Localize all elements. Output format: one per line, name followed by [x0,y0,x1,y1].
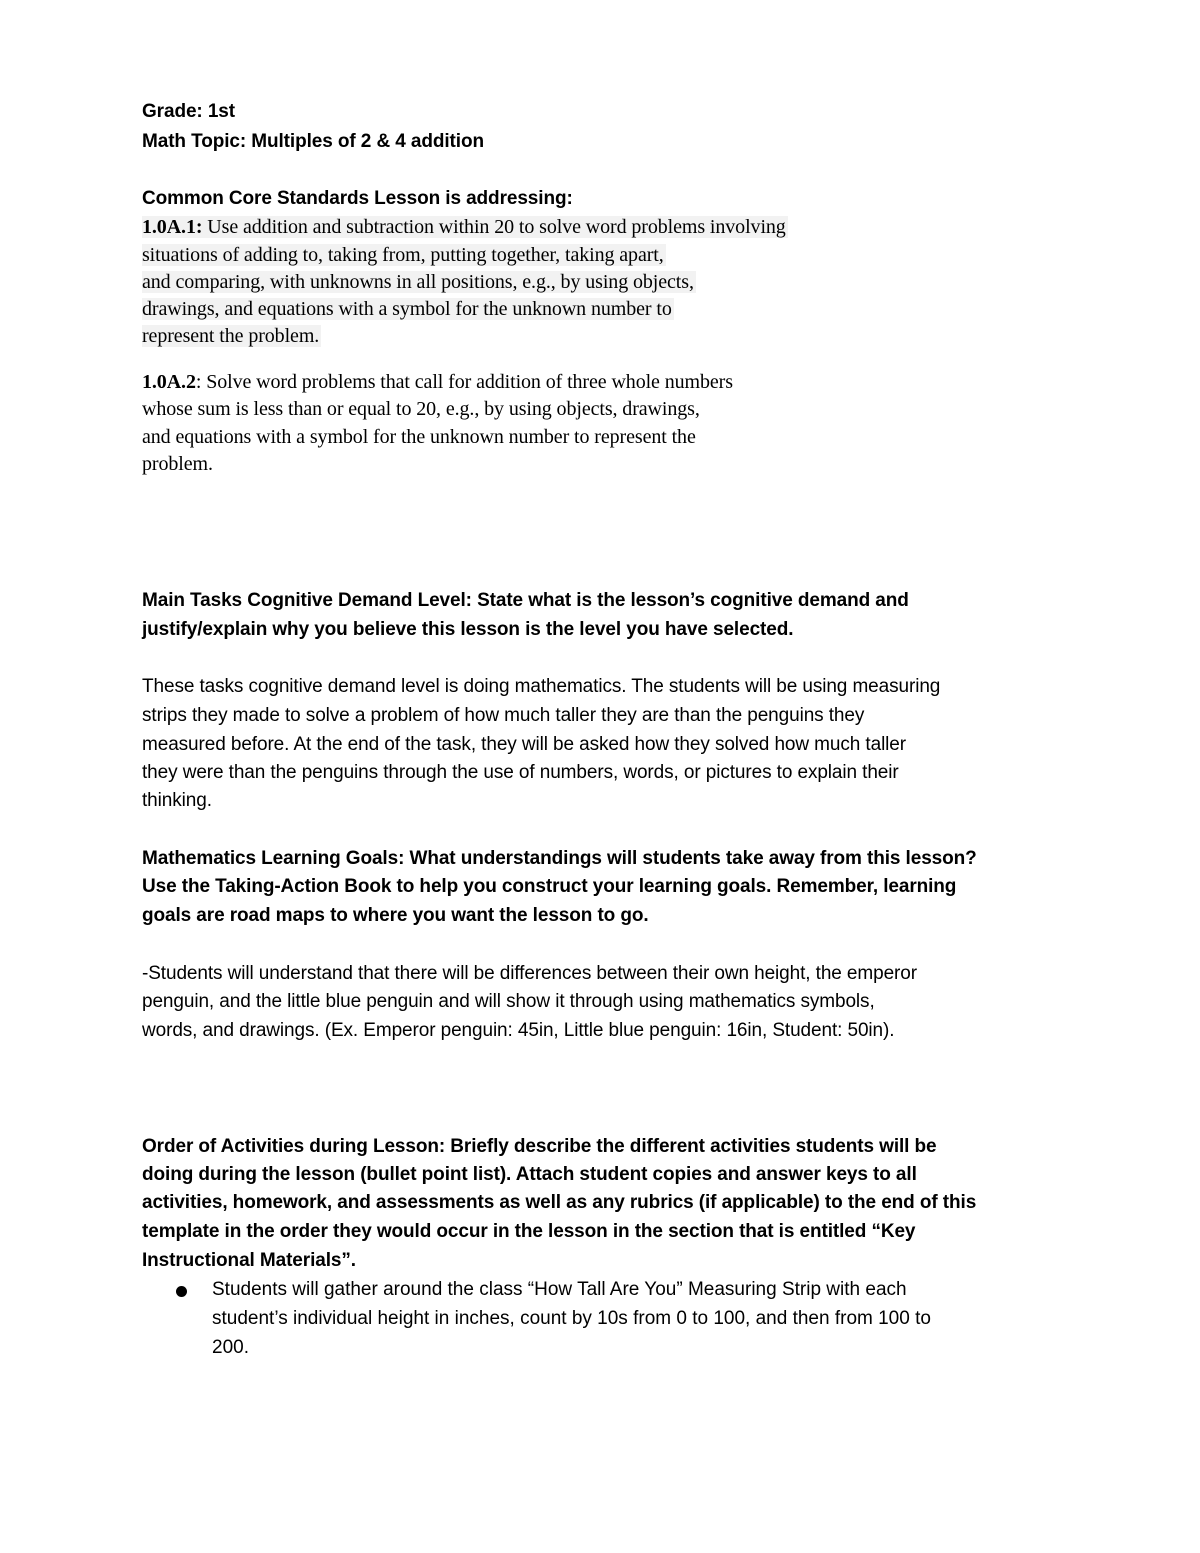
standard-oa1-text: Use addition and subtraction within 20 to solve word problems involving [202,216,786,238]
cognitive-body-line-3: measured before. At the end of the task, they will be asked how they solved how much taller [142,734,907,755]
cognitive-heading-line-2: justify/explain why you believe this lesson is the level you have selected. [142,619,794,640]
cognitive-heading-line-1: Main Tasks Cognitive Demand Level: State what is the lesson’s cognitive demand and [142,590,909,611]
standards-heading: Common Core Standards Lesson is addressing: [142,188,573,209]
standard-oa1-line-4 [142,295,674,323]
standard-oa1-text: situations of adding to, taking from, putting together, taking apart, [142,244,664,266]
standard-oa1-line-2 [142,241,666,269]
standard-oa1-line-3 [142,268,696,296]
activities-heading-line-3: activities, homework, and assessments as well as any rubrics (if applicable) to the end of this [142,1192,977,1213]
goals-heading-line-3: goals are road maps to where you want the lesson to go. [142,905,649,926]
cognitive-body-line-2: strips they made to solve a problem of how much taller they are than the penguins they [142,705,865,726]
standard-oa2-line-3: and equations with a symbol for the unknown number to represent the [142,426,696,448]
bullet-line-2: student’s individual height in inches, count by 10s from 0 to 100, and then from 100 to [212,1308,931,1329]
standard-oa1-text: drawings, and equations with a symbol for the unknown number to [142,298,672,320]
standard-oa1-text: and comparing, with unknowns in all positions, e.g., by using objects, [142,271,694,293]
goals-body-line-2: penguin, and the little blue penguin and will show it through using mathematics symbols, [142,991,875,1012]
standard-oa1-code: 1.0A.1: [142,216,203,238]
standard-oa2-line-2: whose sum is less than or equal to 20, e.g., by using objects, drawings, [142,398,700,420]
standard-oa1-line-5 [142,322,321,350]
activities-heading-line-1: Order of Activities during Lesson: Briefly describe the different activities students will be [142,1136,937,1157]
standard-oa1-line-1 [142,213,788,241]
cognitive-body-line-5: thinking. [142,790,212,811]
standard-oa2-line-4: problem. [142,453,213,475]
cognitive-body-line-4: they were than the penguins through the use of numbers, words, or pictures to explain their [142,762,899,783]
cognitive-body-line-1: These tasks cognitive demand level is doing mathematics. The students will be using measuring [142,676,941,697]
goals-heading-line-1: Mathematics Learning Goals: What understandings will students take away from this lesson? [142,848,977,869]
standard-oa1-text: represent the problem. [142,325,320,347]
math-topic-line: Math Topic: Multiples of 2 & 4 addition [142,131,484,152]
goals-body-line-3: words, and drawings. (Ex. Emperor penguin: 45in, Little blue penguin: 16in, Student: 50in). [142,1020,895,1041]
goals-body-line-1: -Students will understand that there will be differences between their own height, the emperor [142,963,917,984]
goals-heading-line-2: Use the Taking-Action Book to help you construct your learning goals. Remember, learning [142,876,957,897]
standard-oa2-code: 1.0A.2 [142,371,196,393]
standard-oa2-line-1 [142,368,733,396]
activities-heading-line-2: doing during the lesson (bullet point list). Attach student copies and answer keys to all [142,1164,917,1185]
bullet-line-3: 200. [212,1337,249,1358]
standard-oa2-text: : Solve word problems that call for addition of three whole numbers [195,371,733,393]
activities-heading-line-4: template in the order they would occur in the lesson in the section that is entitled “Key [142,1221,916,1242]
bullet-icon [176,1286,187,1297]
activities-heading-line-5: Instructional Materials”. [142,1250,356,1271]
grade-line: Grade: 1st [142,101,235,122]
bullet-line-1: Students will gather around the class “How Tall Are You” Measuring Strip with each [212,1279,907,1300]
